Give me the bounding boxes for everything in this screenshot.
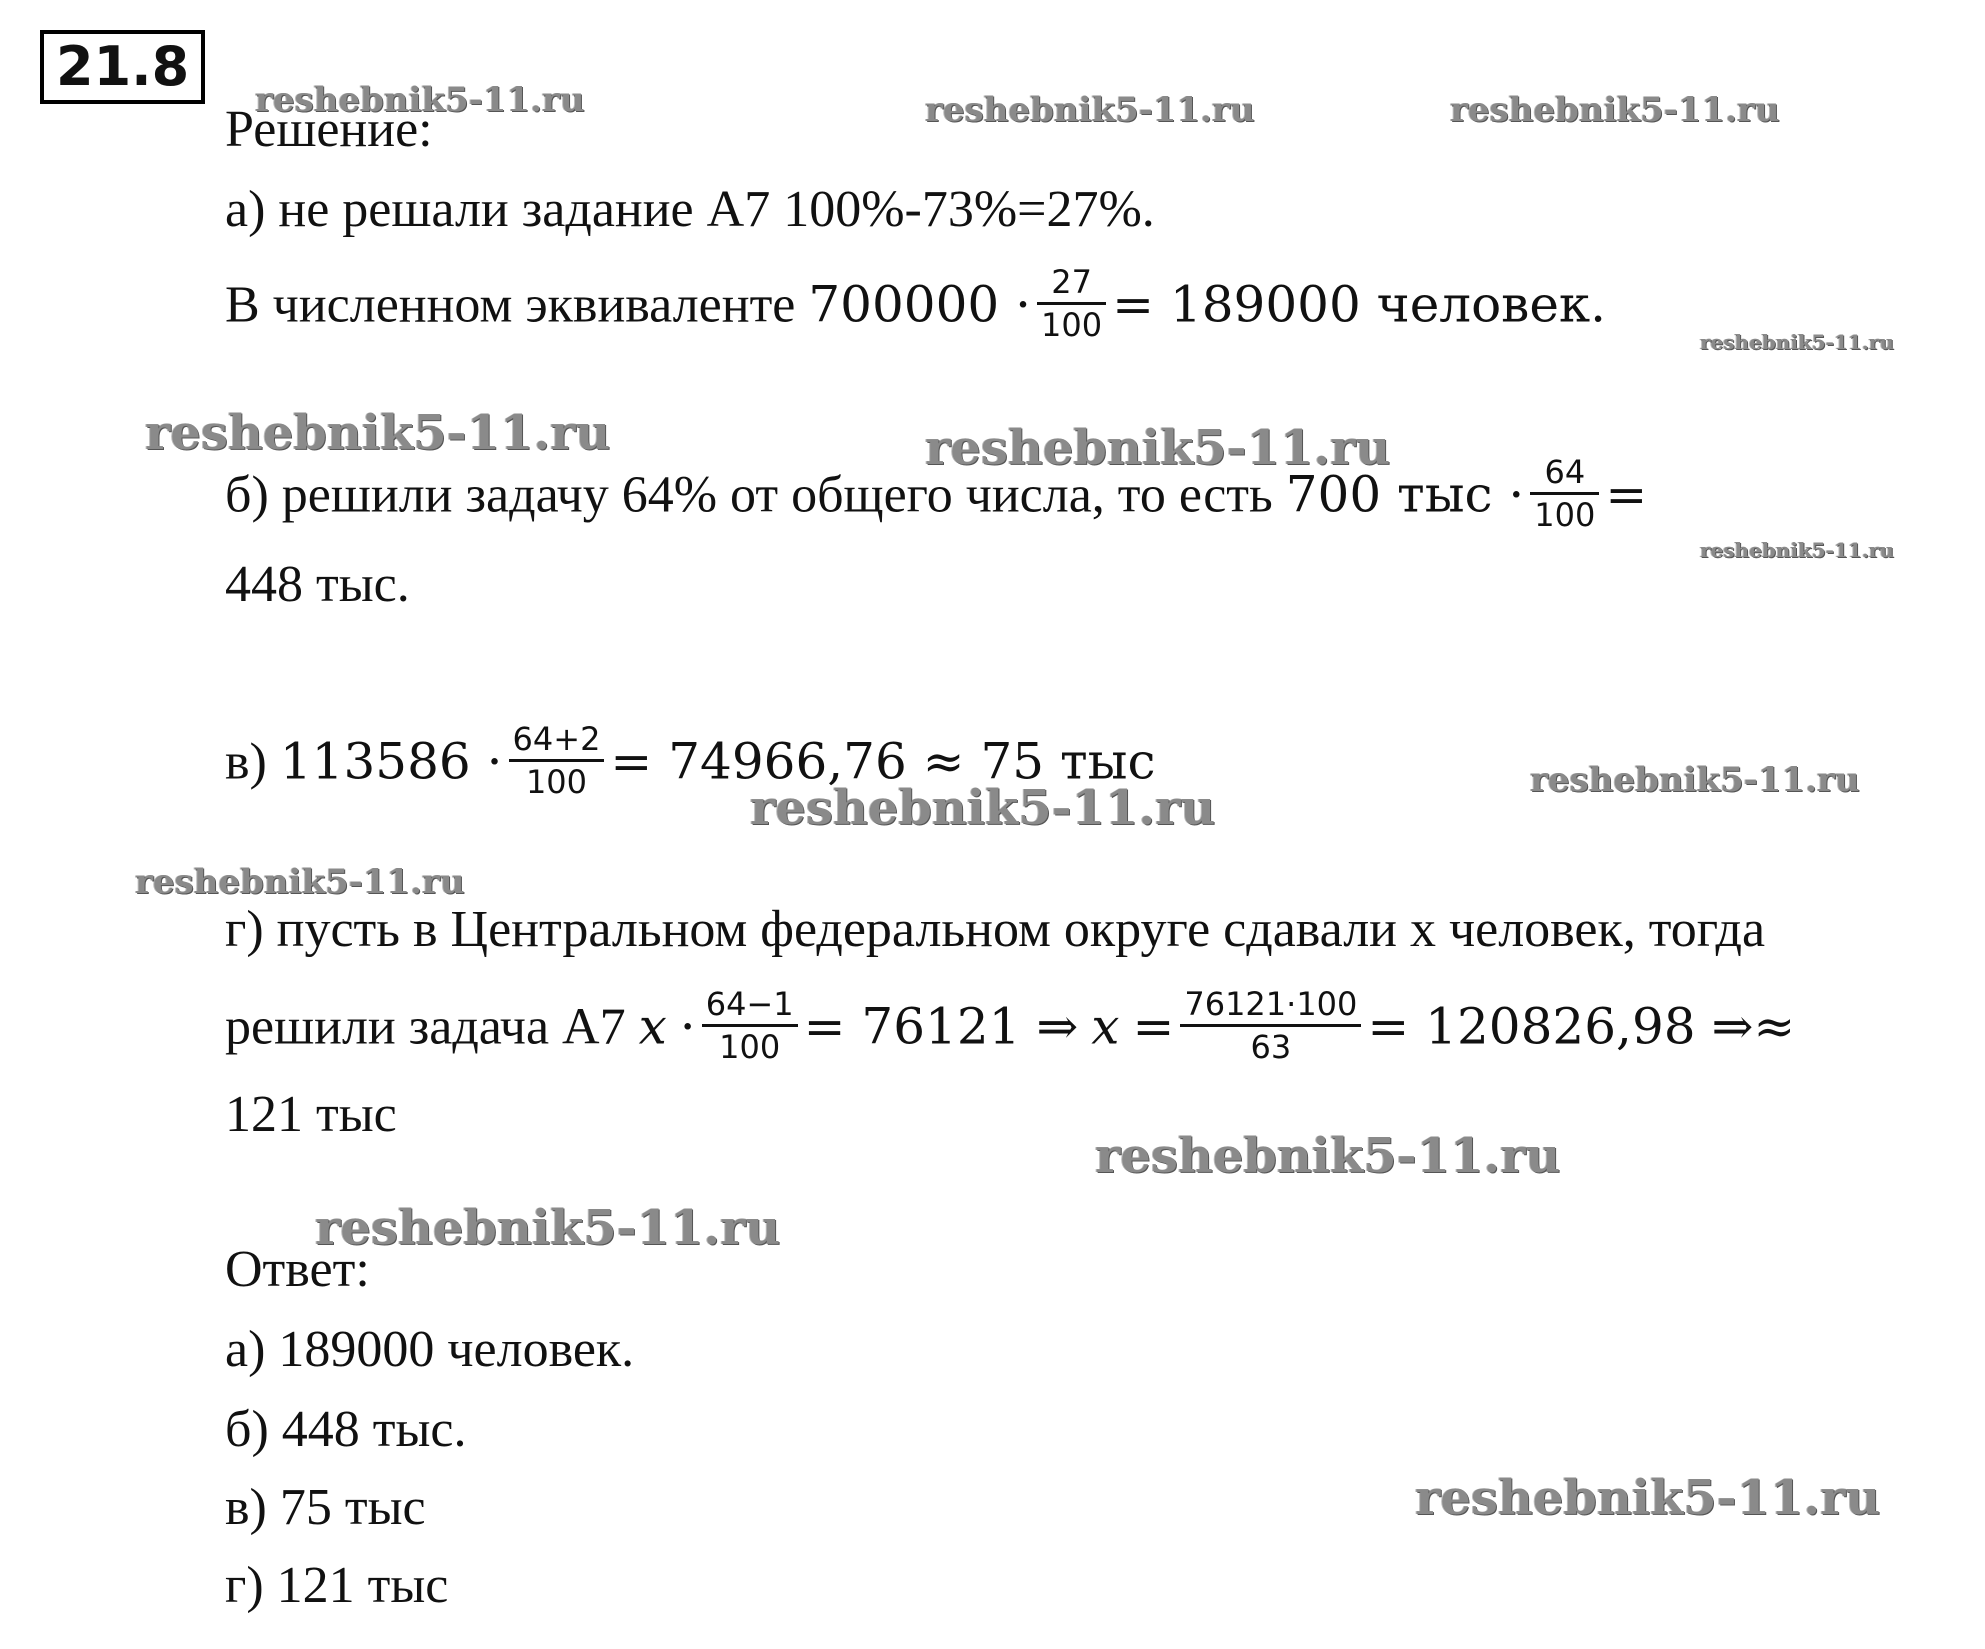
solution-label: Решение: <box>225 101 433 158</box>
problem-number: 21.8 <box>40 30 205 104</box>
watermark: reshebnik5-11.ru <box>1450 90 1780 130</box>
watermark: reshebnik5-11.ru <box>1700 538 1894 562</box>
answer-g: г) 121 тыс <box>225 1557 449 1614</box>
answer-label: Ответ: <box>225 1241 370 1298</box>
watermark: reshebnik5-11.ru <box>145 405 611 461</box>
watermark: reshebnik5-11.ru <box>1095 1128 1561 1184</box>
fraction-64minus1-100: $\frac{64-1}{100}$ <box>702 984 798 1067</box>
watermark: reshebnik5-11.ru <box>750 780 1216 836</box>
watermark: reshebnik5-11.ru <box>925 90 1255 130</box>
fraction-64-100: $\frac{64}{100}$ <box>1530 452 1599 535</box>
answer-a: а) 189000 человек. <box>225 1321 635 1378</box>
part-a-line1: а) не решали задание А7 100%-73%=27%. <box>225 181 1155 238</box>
part-b-line2: 448 тыс. <box>225 556 410 613</box>
watermark: reshebnik5-11.ru <box>1700 330 1894 354</box>
answer-v: в) 75 тыс <box>225 1479 426 1536</box>
fraction-27-100: $\frac{27}{100}$ <box>1037 262 1106 345</box>
part-g-line2: решили задача А7 x · $\frac{64-1}{100}$ = 76121 ⇒ x = $\frac{76121\cdot 100}{63}$ = 120826,98 ⇒≈ <box>225 985 1796 1066</box>
fraction-76121x100-63: $\frac{76121\cdot 100}{63}$ <box>1180 984 1361 1067</box>
answer-b: б) 448 тыс. <box>225 1401 467 1458</box>
part-g-line3: 121 тыс <box>225 1086 397 1143</box>
watermark: reshebnik5-11.ru <box>255 80 585 120</box>
part-b-line1: б) решили задачу 64% от общего числа, то есть 700 тыс · $\frac{64}{100}$ = <box>225 453 1648 534</box>
watermark: reshebnik5-11.ru <box>925 420 1391 476</box>
watermark: reshebnik5-11.ru <box>1415 1470 1881 1526</box>
fraction-64plus2-100: $\frac{64+2}{100}$ <box>509 719 605 802</box>
part-a-line2: В численном эквиваленте 700000 · $\frac{27}{100}$ = 189000 человек. <box>225 263 1607 344</box>
watermark: reshebnik5-11.ru <box>135 862 465 902</box>
part-v-line: в) 113586 · $\frac{64+2}{100}$ = 74966,76 ≈ 75 тыс <box>225 720 1156 801</box>
watermark: reshebnik5-11.ru <box>315 1200 781 1256</box>
part-g-line1: г) пусть в Центральном федеральном округе сдавали х человек, тогда <box>225 901 1766 958</box>
watermark: reshebnik5-11.ru <box>1530 760 1860 800</box>
